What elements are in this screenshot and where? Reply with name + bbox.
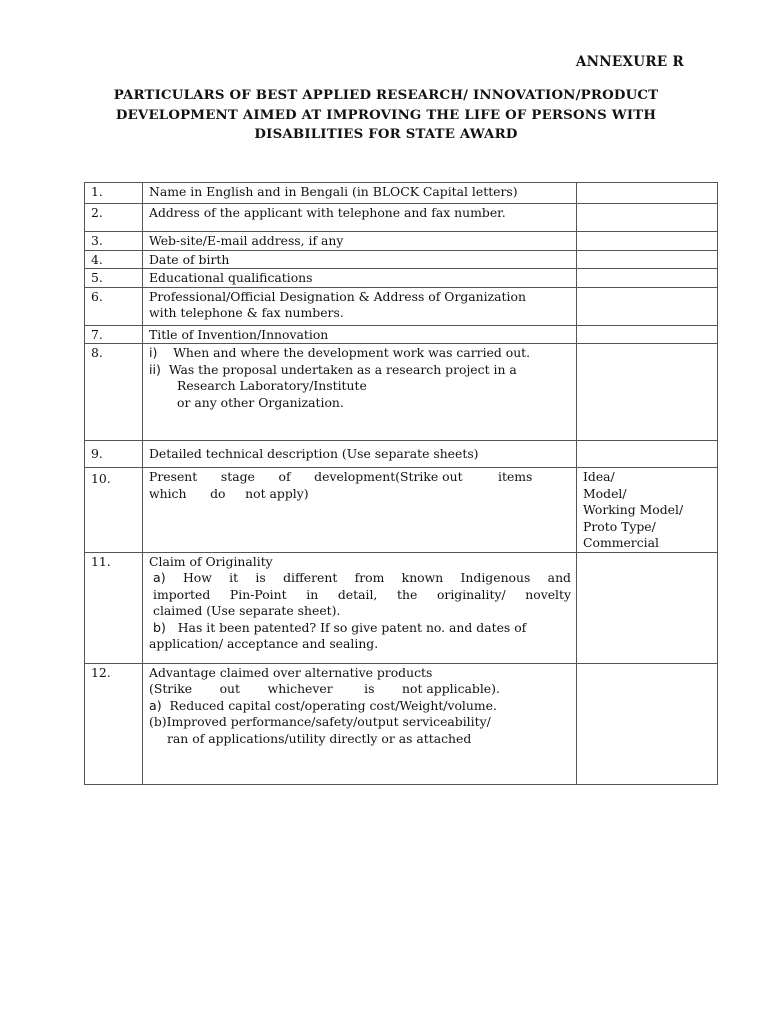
row-description xyxy=(143,552,577,663)
row-text-line: Present stage of development(Strike out items xyxy=(149,469,533,484)
item-marker: i) xyxy=(149,345,158,360)
row-description xyxy=(143,344,577,441)
title-line-2: DEVELOPMENT AIMED AT IMPROVING THE LIFE OF PERSONS WITH xyxy=(115,107,657,123)
row-text-line: Research Laboratory/Institute xyxy=(177,378,367,393)
row-number: 11. xyxy=(85,552,143,663)
row-number: 1. xyxy=(85,183,143,204)
row-number: 4. xyxy=(85,250,143,269)
answer-cell[interactable] xyxy=(577,232,718,251)
row-text-line: claimed (Use separate sheet). xyxy=(153,603,341,618)
answer-cell[interactable] xyxy=(577,287,718,325)
row-description xyxy=(143,287,577,325)
item-text: Has it been patented? If so give patent no. and dates of xyxy=(177,619,527,635)
row-text-line: with telephone & fax numbers. xyxy=(149,305,344,320)
answer-cell[interactable] xyxy=(577,663,718,784)
answer-cell[interactable] xyxy=(577,204,718,232)
option-commercial[interactable]: Commercial xyxy=(583,535,659,550)
row-number: 12. xyxy=(85,663,143,784)
row-text-line: which do not apply) xyxy=(149,485,309,501)
row-description: Address of the applicant with telephone and fax number. xyxy=(143,204,577,232)
item-text: When and where the development work was carried out. xyxy=(173,345,531,360)
row-text-line: or any other Organization. xyxy=(177,394,344,410)
sub-item-b xyxy=(149,620,571,637)
table-row xyxy=(85,344,718,441)
table-row xyxy=(85,269,718,288)
item-marker: a) xyxy=(149,697,162,713)
sub-item-i xyxy=(149,345,571,362)
row-number: 2. xyxy=(85,204,143,232)
answer-cell[interactable] xyxy=(577,552,718,663)
row-text-line: Advantage claimed over alternative products xyxy=(149,664,433,680)
row-text-line: Professional/Official Designation & Address of Organization xyxy=(149,288,526,304)
answer-cell[interactable] xyxy=(577,344,718,441)
option-model[interactable]: Model/ xyxy=(583,485,627,501)
row-text-line: (b)Improved performance/safety/output serviceability/ xyxy=(149,714,491,729)
row-number: 5. xyxy=(85,269,143,288)
table-row xyxy=(85,663,718,784)
item-text: Reduced capital cost/operating cost/Weight/volume. xyxy=(169,697,497,713)
item-marker: ii) xyxy=(149,361,161,377)
particulars-table xyxy=(84,182,718,785)
option-proto-type[interactable]: Proto Type/ xyxy=(583,518,656,534)
option-idea[interactable]: Idea/ xyxy=(583,469,615,484)
table-row xyxy=(85,552,718,663)
table-row xyxy=(85,468,718,553)
row-description: Educational qualifications xyxy=(143,269,577,288)
row-number: 7. xyxy=(85,325,143,344)
answer-cell[interactable] xyxy=(577,183,718,204)
row-number: 9. xyxy=(85,441,143,468)
item-marker: b) xyxy=(153,619,166,635)
table-row xyxy=(85,232,718,251)
table-row xyxy=(85,183,718,204)
row-heading: Claim of Originality xyxy=(149,553,273,569)
sub-item-a xyxy=(149,698,571,715)
row-description xyxy=(143,468,577,553)
row-number: 6. xyxy=(85,287,143,325)
title-line-1: PARTICULARS OF BEST APPLIED RESEARCH/ INNOVATION/PRODUCT xyxy=(113,88,659,103)
row-description xyxy=(143,663,577,784)
table-row xyxy=(85,325,718,344)
item-marker: a) xyxy=(153,570,166,585)
sub-item-ii xyxy=(149,362,571,379)
row-text-line: application/ acceptance and sealing. xyxy=(149,636,379,651)
document-title xyxy=(60,86,712,145)
row-description: Web-site/E-mail address, if any xyxy=(143,232,577,251)
row-number: 3. xyxy=(85,232,143,251)
table-row xyxy=(85,287,718,325)
row-text-line: (Strike out whichever is not applicable). xyxy=(149,681,500,696)
table-row xyxy=(85,204,718,232)
option-working-model[interactable]: Working Model/ xyxy=(583,502,684,517)
item-text: Was the proposal undertaken as a research project in a xyxy=(168,361,517,377)
answer-cell[interactable] xyxy=(577,250,718,269)
row-description: Detailed technical description (Use separate sheets) xyxy=(143,441,577,468)
annexure-label: ANNEXURE R xyxy=(575,54,684,70)
answer-cell[interactable] xyxy=(577,441,718,468)
table-row xyxy=(85,441,718,468)
row-description: Title of Invention/Innovation xyxy=(143,325,577,344)
sub-item-a xyxy=(149,570,571,587)
row-description: Date of birth xyxy=(143,250,577,269)
item-text: How it is different from known Indigenous and xyxy=(182,570,571,585)
answer-cell[interactable] xyxy=(577,325,718,344)
stage-options[interactable] xyxy=(577,468,718,553)
row-text-line: ran of applications/utility directly or as attached xyxy=(167,730,472,746)
row-text-line: imported Pin-Point in detail, the originality/ novelty xyxy=(153,586,571,602)
row-number: 10. xyxy=(85,468,143,553)
row-number: 8. xyxy=(85,344,143,441)
title-line-3: DISABILITIES FOR STATE AWARD xyxy=(254,127,518,142)
table-row xyxy=(85,250,718,269)
row-description: Name in English and in Bengali (in BLOCK Capital letters) xyxy=(143,183,577,204)
answer-cell[interactable] xyxy=(577,269,718,288)
